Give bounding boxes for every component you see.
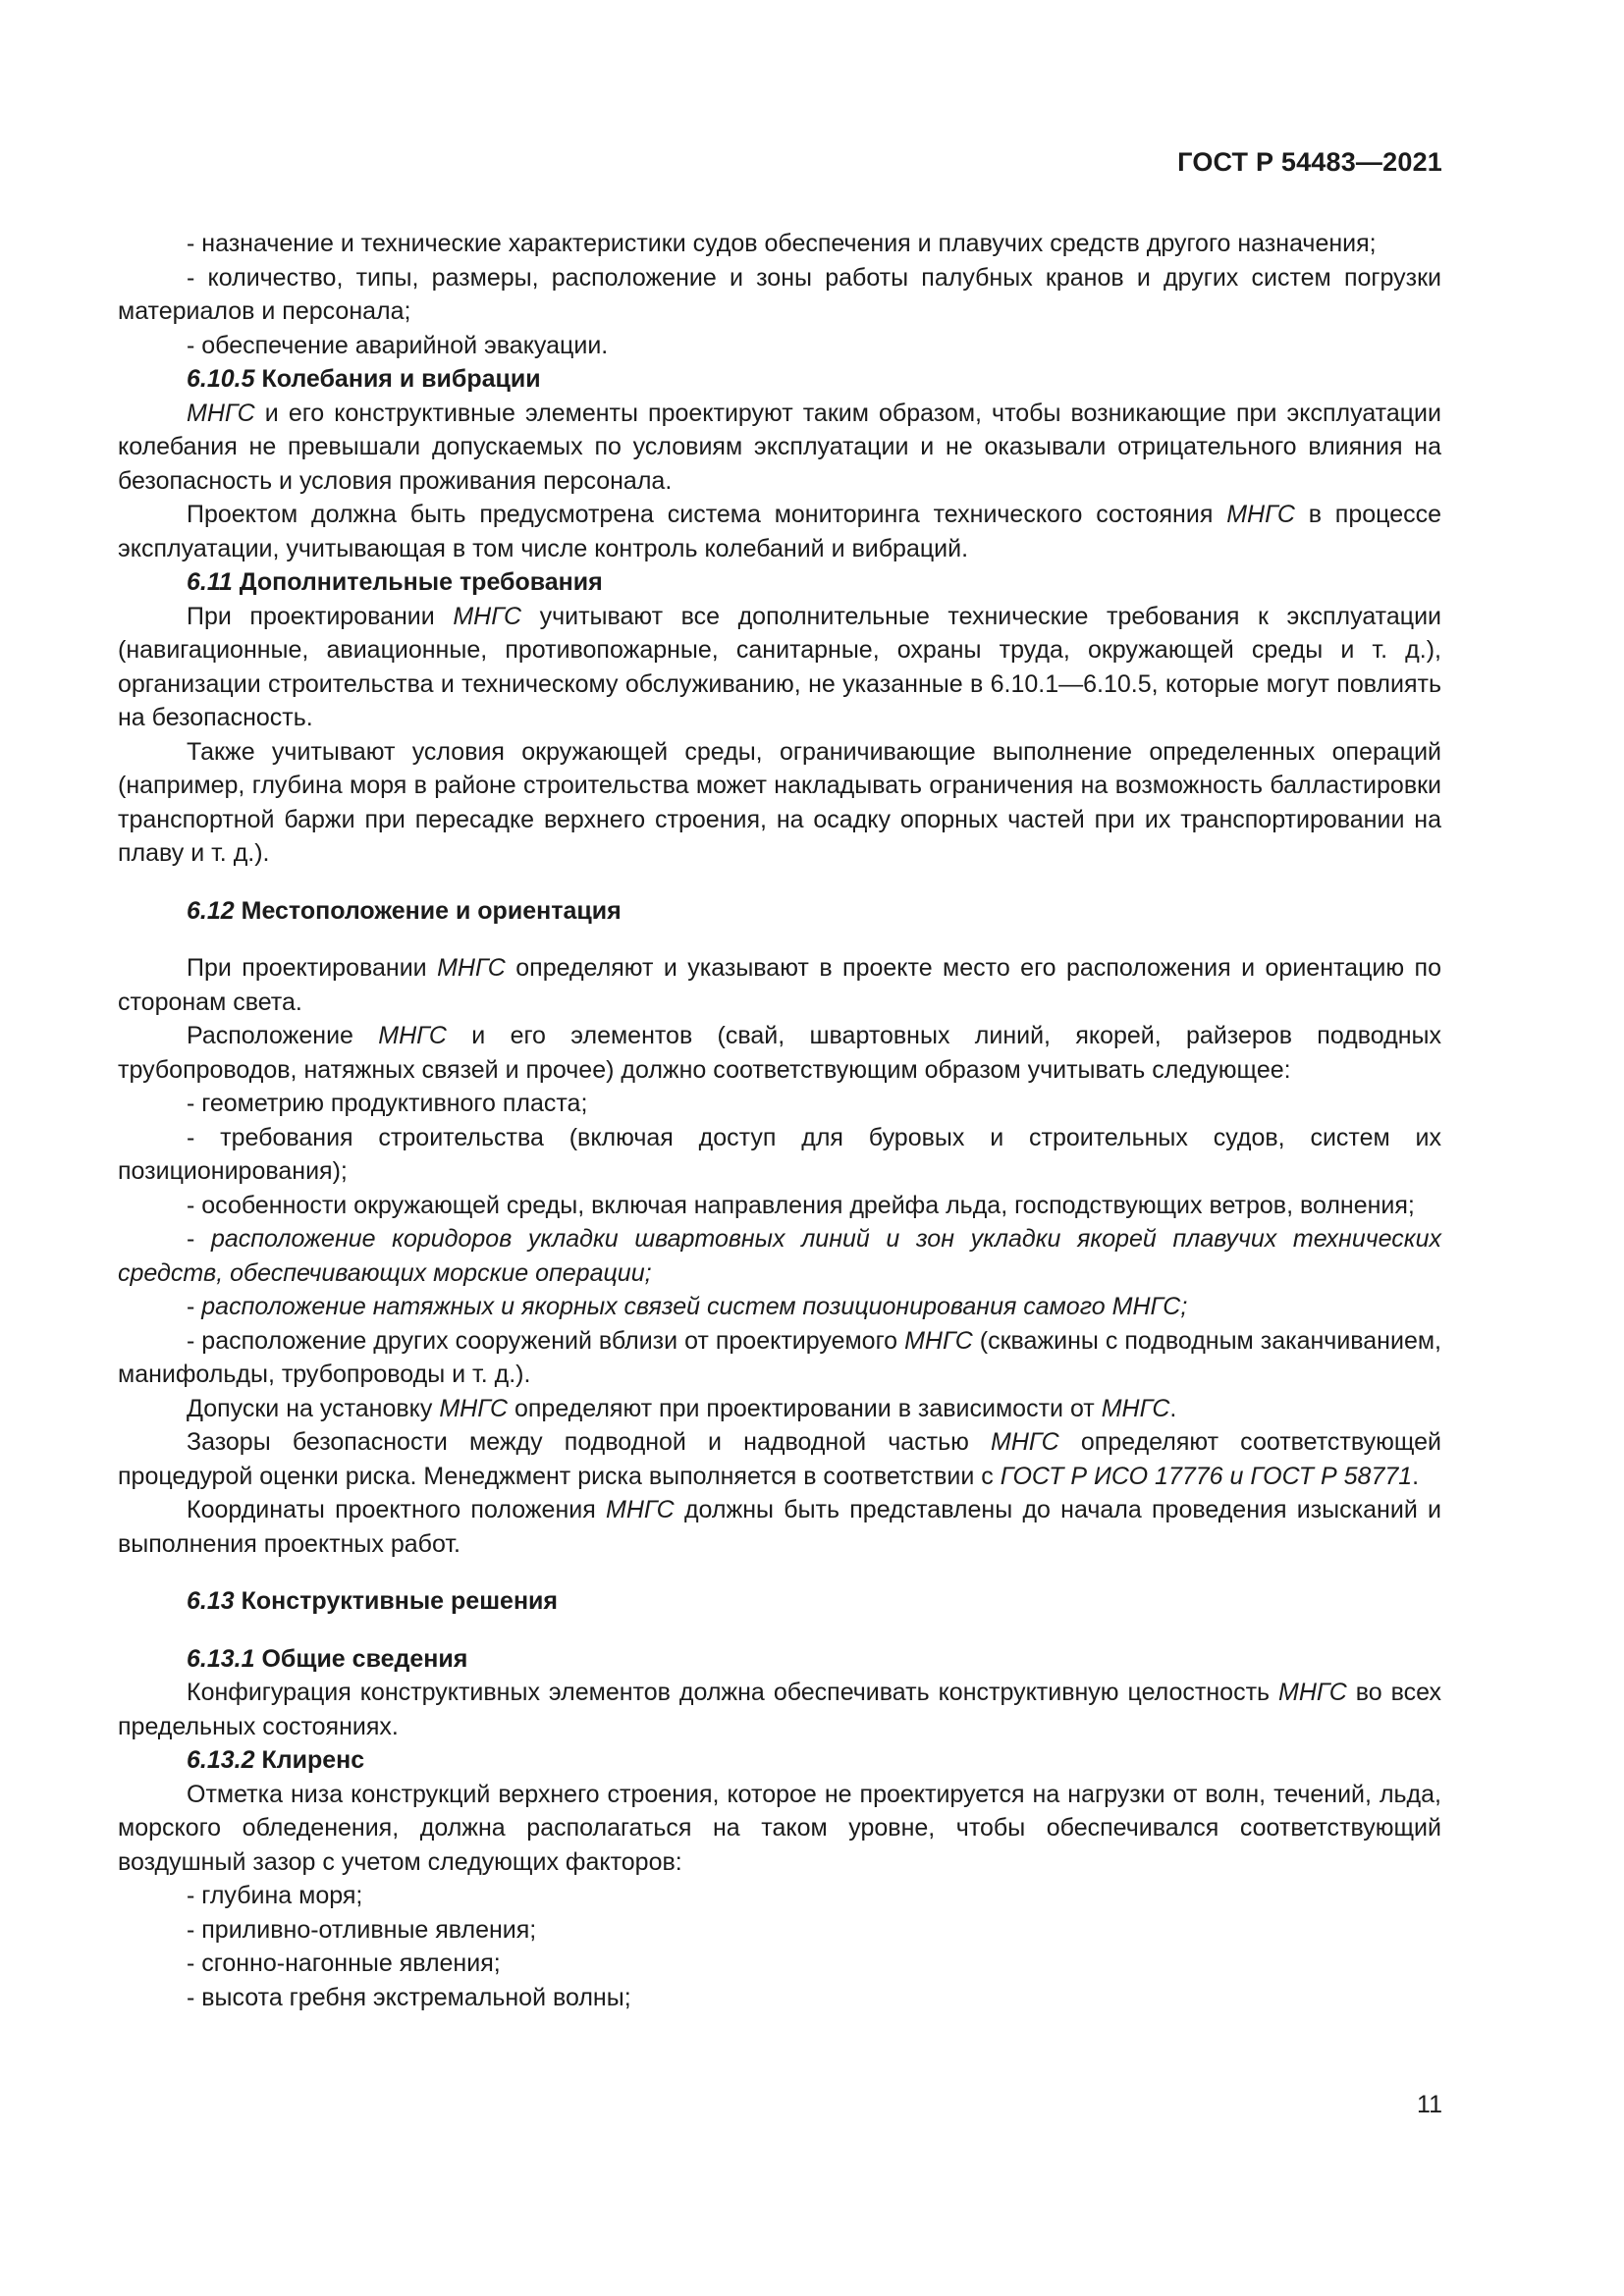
section-heading: [118, 1584, 1441, 1619]
page-body: [118, 227, 1441, 2014]
body-paragraph: [118, 735, 1441, 871]
text-run: Координаты проектного положения: [187, 1496, 607, 1523]
text-run: -: [187, 1225, 211, 1253]
text-run: - высота гребня экстремальной волны;: [187, 1983, 631, 2011]
text-run: - расположение других сооружений вблизи от проектируемого: [187, 1326, 905, 1355]
text-run: и его элементов (свай, швартовных линий, якорей, райзеров подводных трубопроводов, натяжных связей и прочее) должно соответствующим образом учитывать следующее:: [118, 1022, 1441, 1084]
list-item: [118, 1189, 1441, 1223]
text-run: определяют при проектировании в зависимости от: [508, 1394, 1102, 1422]
text-run: - геометрию продуктивного пласта;: [187, 1090, 588, 1117]
section-heading: [118, 1642, 1441, 1677]
text-run: во всех предельных состояниях.: [118, 1679, 1441, 1740]
text-run: Отметка низа конструкций верхнего строения, которое не проектируется на нагрузки от волн, течений, льда, морского обледенения, должна располагаться на таком уровне, чтобы обеспечивался соответствующий воздушный зазор с учетом следующих факторов:: [118, 1780, 1441, 1876]
text-run: - глубина моря;: [187, 1882, 363, 1909]
italic-text: МНГС: [1226, 501, 1295, 528]
italic-text: 6.11: [187, 568, 233, 596]
list-item: [118, 1913, 1441, 1948]
text-run: в процессе эксплуатации, учитывающая в том числе контроль колебаний и вибраций.: [118, 501, 1441, 562]
page-number: 11: [1417, 2091, 1442, 2118]
text-run: Дополнительные требования: [232, 568, 603, 596]
text-run: - количество, типы, размеры, расположение и зоны работы палубных кранов и других систем погрузки материалов и персонала;: [118, 263, 1441, 325]
section-heading: [118, 565, 1441, 600]
text-run: Зазоры безопасности между подводной и надводной частью: [187, 1428, 992, 1456]
text-run: При проектировании: [187, 954, 438, 982]
italic-text: МНГС: [437, 954, 506, 982]
text-run: Также учитывают условия окружающей среды, ограничивающие выполнение определенных операций (например, глубина моря в районе строительства может накладывать ограничения на возможность балластировки транспортной баржи при пересадке верхнего строения, на осадку опорных частей при их транспортировании на плаву и т. д.).: [118, 737, 1441, 867]
section-heading: [118, 362, 1441, 397]
body-paragraph: [118, 600, 1441, 735]
list-item: [118, 261, 1441, 329]
text-run: Местоположение и ориентация: [234, 896, 622, 925]
italic-text: расположение коридоров укладки швартовных линий и зон укладки якорей плавучих технических средств, обеспечивающих морские операции;: [118, 1225, 1441, 1287]
list-item: [118, 329, 1441, 363]
italic-text: МНГС: [991, 1428, 1059, 1456]
body-paragraph: [118, 1019, 1441, 1087]
text-run: и его конструктивные элементы проектируют таким образом, чтобы возникающие при эксплуатации колебания не превышали допускаемых по условиям эксплуатации и не оказывали отрицательного влияния на безопасность и условия проживания персонала.: [118, 399, 1441, 495]
italic-text: 6.13: [187, 1587, 235, 1615]
list-item: [118, 1324, 1441, 1392]
text-run: Конфигурация конструктивных элементов должна обеспечивать конструктивную целостность: [187, 1679, 1279, 1706]
section-heading: [118, 894, 1441, 929]
list-item: [118, 1290, 1441, 1324]
list-item: [118, 1879, 1441, 1913]
document-code: ГОСТ Р 54483—2021: [1177, 147, 1442, 177]
italic-text: МНГС: [606, 1496, 675, 1523]
italic-text: МНГС: [439, 1394, 509, 1422]
list-item: [118, 1981, 1441, 2015]
text-run: учитывают все дополнительные технические требования к эксплуатации (навигационные, авиационные, противопожарные, санитарные, охраны труда, окружающей среды и т. д.), организации строительства и техническому обслуживанию, не указанные в 6.10.1—6.10.5, которые могут повлиять на безопасность.: [118, 602, 1442, 731]
body-paragraph: [118, 1778, 1441, 1880]
body-paragraph: [118, 397, 1441, 499]
italic-text: 6.12: [187, 896, 235, 925]
text-run: .: [1412, 1462, 1420, 1490]
text-run: определяют и указывают в проекте место его расположения и ориентацию по сторонам света.: [118, 954, 1442, 1016]
list-item: [118, 1222, 1441, 1290]
italic-text: МНГС: [453, 602, 522, 630]
list-item: [118, 1947, 1441, 1981]
text-run: - сгонно-нагонные явления;: [187, 1949, 501, 1977]
italic-text: ГОСТ Р ИСО 17776 и ГОСТ Р 58771: [1000, 1462, 1413, 1490]
body-paragraph: [118, 1676, 1441, 1743]
italic-text: МНГС: [378, 1022, 447, 1049]
italic-text: расположение натяжных и якорных связей систем позиционирования самого МНГС;: [201, 1293, 1188, 1320]
text-run: (скважины с подводным заканчиванием, манифольды, трубопроводы и т. д.).: [118, 1326, 1441, 1388]
list-item: [118, 1087, 1441, 1121]
text-run: Допуски на установку: [187, 1394, 440, 1422]
italic-text: 6.13.1: [187, 1644, 255, 1673]
text-run: Общие сведения: [254, 1644, 468, 1673]
italic-text: 6.13.2: [187, 1746, 255, 1774]
text-run: определяют соответствующей процедурой оценки риска. Менеджмент риска выполняется в соответствии с: [118, 1428, 1441, 1490]
text-run: .: [1169, 1394, 1177, 1422]
text-run: Расположение: [187, 1022, 379, 1049]
text-run: - особенности окружающей среды, включая направления дрейфа льда, господствующих ветров, волнения;: [187, 1191, 1415, 1219]
text-run: - требования строительства (включая доступ для буровых и строительных судов, систем их позиционирования);: [118, 1123, 1441, 1185]
list-item: [118, 1121, 1441, 1189]
text-run: Клиренс: [254, 1746, 365, 1774]
italic-text: МНГС: [187, 399, 255, 427]
text-run: - обеспечение аварийной эвакуации.: [187, 331, 609, 359]
body-paragraph: [118, 1425, 1441, 1493]
body-paragraph: [118, 1392, 1441, 1426]
text-run: - назначение и технические характеристики судов обеспечения и плавучих средств другого назначения;: [187, 230, 1377, 257]
text-run: - приливно-отливные явления;: [187, 1915, 537, 1944]
italic-text: 6.10.5: [187, 365, 255, 393]
text-run: -: [187, 1293, 202, 1320]
section-heading: [118, 1743, 1441, 1778]
body-paragraph: [118, 1493, 1441, 1561]
italic-text: МНГС: [1101, 1394, 1170, 1422]
text-run: должны быть представлены до начала проведения изысканий и выполнения проектных работ.: [118, 1496, 1441, 1558]
text-run: Колебания и вибрации: [254, 365, 541, 393]
list-item: [118, 227, 1441, 261]
italic-text: МНГС: [1278, 1679, 1347, 1706]
text-run: Проектом должна быть предусмотрена система мониторинга технического состояния: [187, 501, 1227, 528]
text-run: Конструктивные решения: [234, 1587, 559, 1615]
text-run: При проектировании: [187, 602, 454, 630]
body-paragraph: [118, 498, 1441, 565]
body-paragraph: [118, 951, 1441, 1019]
italic-text: МНГС: [904, 1326, 973, 1355]
